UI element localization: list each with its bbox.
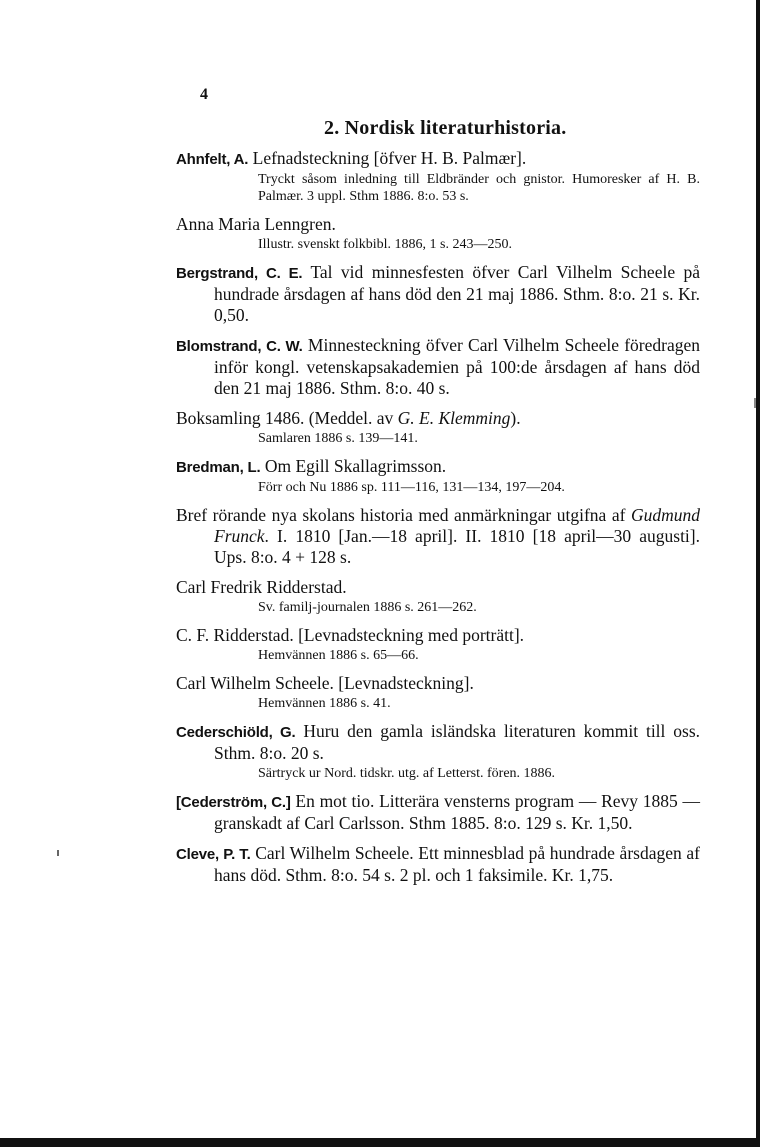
entry-note: Hemvännen 1886 s. 65—66.: [258, 648, 419, 663]
entry-author: Bergstrand, C. E.: [176, 265, 303, 282]
entry-author: Ahnfelt, A.: [176, 151, 249, 168]
bibliography-list: [176, 148, 700, 895]
entry-main: [176, 214, 700, 235]
entry-main: [176, 335, 700, 399]
page-number: 4: [200, 86, 208, 103]
entry-main: [176, 843, 700, 886]
entry-main: [176, 408, 700, 429]
entry-text: Tal vid minnesfesten öfver Carl Vilhelm Scheele på hundrade årsdagen af hans död den 21 maj 1886. Sthm. 8:o. 21 s. Kr. 0,50.: [214, 262, 701, 325]
bibliography-entry: [176, 625, 700, 664]
entry-text: Huru den gamla isländska literaturen kommit till oss. Sthm. 8:o. 20 s.: [214, 721, 701, 763]
entry-text: Bref rörande nya skolans historia med anmärkningar utgifna af: [176, 505, 626, 525]
entry-author: [Cederström, C.]: [176, 794, 291, 811]
entry-author: Cederschiöld, G.: [176, 724, 296, 741]
entry-main: [176, 721, 700, 764]
scan-edge-bottom: [0, 1138, 760, 1147]
section-heading: 2. Nordisk literaturhistoria.: [324, 117, 567, 139]
bibliography-entry: [176, 408, 700, 447]
entry-main: [176, 673, 700, 694]
entry-note: Tryckt såsom inledning till Eldbränder och gnistor. Humoresker af H. B. Palmær. 3 uppl. Sthm 1886. 8:o. 53 s.: [258, 172, 700, 204]
entry-main: [176, 505, 700, 568]
scan-mark: [754, 398, 756, 408]
scan-edge-right: [756, 0, 760, 1147]
entry-editor: Gudmund Frunck: [214, 505, 700, 546]
bibliography-entry: [176, 214, 700, 253]
entry-text: Minnesteckning öfver Carl Vilhelm Scheele föredragen inför kongl. vetenskapsakademien på 100:de årsdagen af hans död den 21 maj 1886. Sthm. 8:o. 40 s.: [214, 335, 701, 398]
entry-author: Bredman, L.: [176, 459, 261, 476]
entry-note: Särtryck ur Nord. tidskr. utg. af Letterst. fören. 1886.: [258, 766, 556, 781]
entry-author: Blomstrand, C. W.: [176, 338, 303, 355]
entry-note: Sv. familj-journalen 1886 s. 261—262.: [258, 600, 477, 615]
entry-text: Boksamling 1486. (Meddel. av: [176, 408, 394, 428]
bibliography-entry: [176, 843, 700, 886]
entry-text: Carl Wilhelm Scheele. [Levnadsteckning].: [176, 673, 474, 693]
entry-text: Lefnadsteckning [öfver H. B. Palmær].: [252, 148, 527, 168]
bibliography-entry: [176, 721, 700, 782]
bibliography-entry: [176, 577, 700, 616]
bibliography-entry: [176, 673, 700, 712]
entry-text: En mot tio. Litterära vensterns program — Revy 1885 — granskadt af Carl Carlsson. Sthm 1885. 8:o. 129 s. Kr. 1,50.: [214, 791, 700, 833]
bibliography-entry: [176, 505, 700, 568]
entry-editor: G. E. Klemming: [397, 408, 511, 428]
bibliography-entry: [176, 456, 700, 496]
entry-main: [176, 577, 700, 598]
entry-text-after: . I. 1810 [Jan.—18 april]. II. 1810 [18 april—30 augusti]. Ups. 8:o. 4 + 128 s.: [214, 526, 700, 567]
entry-text: Anna Maria Lenngren.: [176, 214, 336, 234]
entry-main: [176, 148, 700, 170]
entry-note: Samlaren 1886 s. 139—141.: [258, 431, 418, 446]
entry-text-after: ).: [510, 408, 521, 428]
bibliography-entry: [176, 262, 700, 326]
bibliography-entry: [176, 148, 700, 205]
entry-main: [176, 625, 700, 646]
entry-note: Förr och Nu 1886 sp. 111—116, 131—134, 197—204.: [258, 480, 565, 495]
entry-main: [176, 456, 700, 478]
entry-text: Carl Fredrik Ridderstad.: [176, 577, 347, 597]
entry-note: Illustr. svenskt folkbibl. 1886, 1 s. 243—250.: [258, 237, 512, 252]
entry-text: C. F. Ridderstad. [Levnadsteckning med porträtt].: [176, 625, 525, 645]
entry-author: Cleve, P. T.: [176, 846, 251, 863]
bibliography-entry: [176, 335, 700, 399]
scan-mark: [57, 850, 59, 856]
entry-text: Om Egill Skallagrimsson.: [264, 456, 447, 476]
entry-text: Carl Wilhelm Scheele. Ett minnesblad på hundrade årsdagen af hans död. Sthm. 8:o. 54 s. 2 pl. och 1 faksimile. Kr. 1,75.: [214, 843, 700, 885]
bibliography-entry: [176, 791, 700, 834]
entry-main: [176, 791, 700, 834]
entry-note: Hemvännen 1886 s. 41.: [258, 696, 391, 711]
entry-main: [176, 262, 700, 326]
